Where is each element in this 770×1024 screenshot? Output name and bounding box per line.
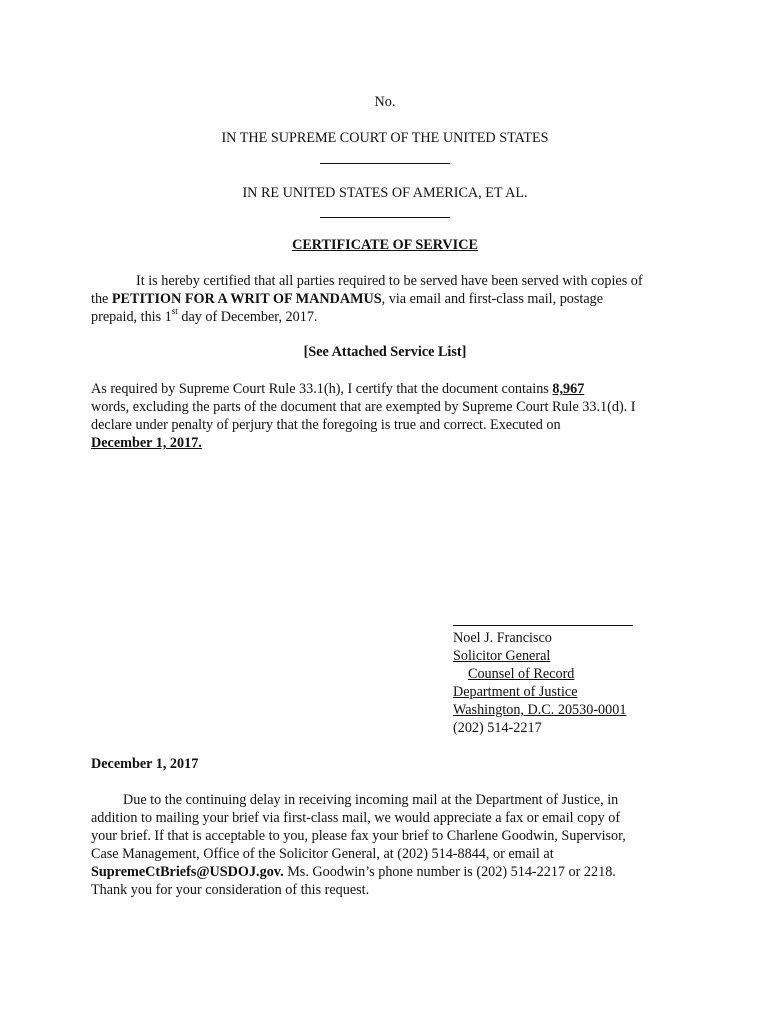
ordinal-suffix: st bbox=[171, 306, 178, 317]
certificate-title-text: CERTIFICATE OF SERVICE bbox=[292, 237, 478, 253]
note-date-text: December 1, 2017 bbox=[91, 756, 199, 772]
certification-line-3 bbox=[91, 308, 317, 326]
execution-date bbox=[91, 434, 202, 452]
note-line-2: addition to mailing your brief via first-class mail, we would appreciate a fax or email copy of bbox=[91, 810, 621, 826]
certification-line-3-pre: prepaid, this 1 bbox=[91, 309, 172, 325]
signer-name: Noel J. Francisco bbox=[453, 630, 552, 646]
signature-line bbox=[453, 625, 633, 626]
note-line-1: Due to the continuing delay in receiving incoming mail at the Department of Justice, in bbox=[123, 792, 619, 808]
execution-date-text: December 1, 2017. bbox=[91, 435, 202, 451]
word-count-line-3: declare under penalty of perjury that the foregoing is true and correct. Executed on bbox=[91, 417, 561, 433]
note-line-5 bbox=[91, 863, 616, 881]
signer-phone: (202) 514-2217 bbox=[453, 720, 542, 736]
certification-line-1: It is hereby certified that all parties required to be served have been served with copies of bbox=[136, 273, 643, 289]
certification-line-3-post: day of December, 2017. bbox=[177, 309, 318, 325]
word-count-line-1-pre: As required by Supreme Court Rule 33.1(h), I certify that the document contains bbox=[91, 381, 553, 397]
signer-title: Solicitor General bbox=[453, 648, 551, 664]
header-divider bbox=[320, 163, 450, 164]
word-count-line-2: words, excluding the parts of the document that are exempted by Supreme Court Rule 33.1(d). I bbox=[91, 399, 636, 415]
certification-line-2 bbox=[91, 290, 603, 308]
signer-role: Counsel of Record bbox=[468, 666, 575, 682]
note-date bbox=[91, 755, 198, 773]
case-name: IN RE UNITED STATES OF AMERICA, ET AL. bbox=[242, 185, 528, 201]
note-line-5-post: Ms. Goodwin’s phone number is (202) 514-2217 or 2218. bbox=[283, 864, 616, 880]
docket-number-label: No. bbox=[374, 94, 396, 110]
service-list-text: [See Attached Service List] bbox=[303, 344, 467, 360]
signer-department: Department of Justice bbox=[453, 684, 578, 700]
certification-line-2-pre: the bbox=[91, 291, 112, 307]
signer-address: Washington, D.C. 20530-0001 bbox=[453, 702, 627, 718]
note-line-4: Case Management, Office of the Solicitor General, at (202) 514-8844, or email at bbox=[91, 846, 554, 862]
note-line-3: your brief. If that is acceptable to you, please fax your brief to Charlene Goodwin, Supervisor, bbox=[91, 828, 626, 844]
court-name: IN THE SUPREME COURT OF THE UNITED STATES bbox=[221, 130, 549, 146]
email-address: SupremeCtBriefs@USDOJ.gov. bbox=[91, 864, 284, 880]
certificate-title bbox=[0, 236, 770, 254]
note-line-6: Thank you for your consideration of this request. bbox=[91, 882, 370, 898]
word-count-line-1 bbox=[91, 380, 584, 398]
document-title: PETITION FOR A WRIT OF MANDAMUS bbox=[111, 291, 382, 307]
case-divider bbox=[320, 217, 450, 218]
certification-line-2-post: , via email and first-class mail, postage bbox=[381, 291, 604, 307]
word-count-value: 8,967 bbox=[552, 381, 585, 397]
service-list-note bbox=[0, 343, 770, 361]
